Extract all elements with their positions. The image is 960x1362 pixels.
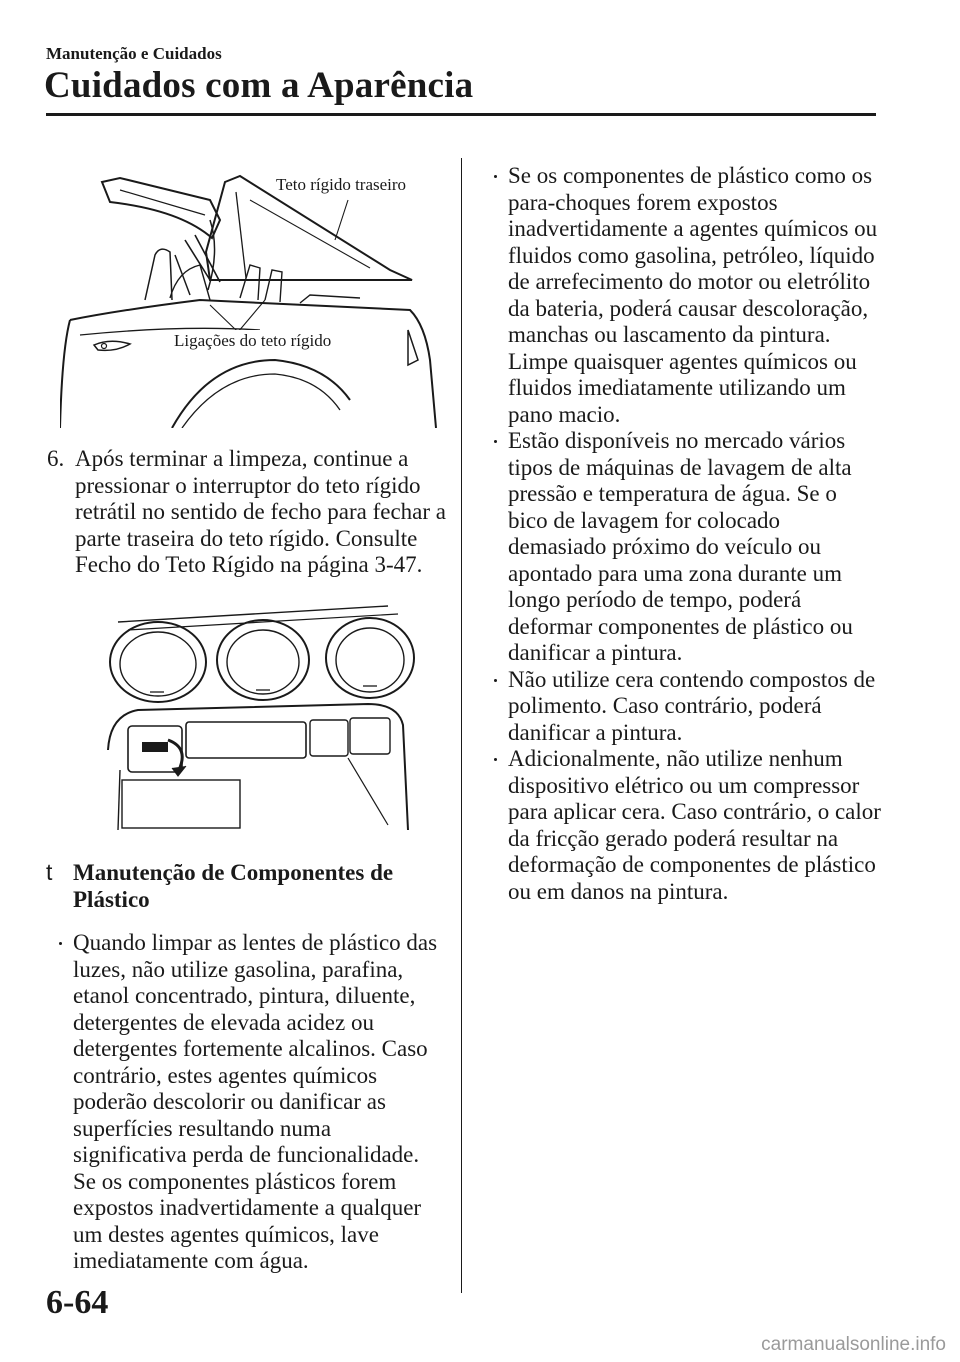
list-item [490,746,882,905]
bullet-dot [494,440,497,443]
bullet-dot [59,942,62,945]
column-divider [461,158,462,1293]
step-6 [47,446,447,579]
bullet-text: Quando limpar as lentes de plástico das luzes, não utilize gasolina, parafina, etanol concentrado, pintura, diluente, detergentes de elevada acidez ou detergentes fortemente alcalinos. Caso contrário, estes agentes químicos poderão descolorir ou danificar as superfícies resultando numa significativa perda de funcionalidade. Se os componentes plásticos forem expostos inadvertidamente a qualquer um destes agentes químicos, lave imediatamente com água. [73,930,438,1273]
bullet-dot [494,758,497,761]
bullet-text: Se os componentes de plástico como os para-choques forem expostos inadvertidamente a agentes químicos ou fluidos como gasolina, petróleo, líquido de arrefecimento do motor ou eletrólito da bateria, poderá causar descoloração, manchas ou lascamento da pintura. Limpe quaisquer agentes químicos ou fluidos imediatamente utilizando um pano macio. [508,163,878,427]
list-item [490,163,882,428]
section-label: Manutenção e Cuidados [46,44,222,63]
label-rear-hardtop: Teto rígido traseiro [276,175,407,194]
dashboard-illustration [98,600,418,830]
watermark: carmanualsonline.info [761,1334,946,1355]
section-heading [46,859,446,913]
list-item [55,930,445,1275]
heading-text: Manutenção de Componentes de Plástico [73,860,394,912]
bullet-dot [494,175,497,178]
bullet-text: Estão disponíveis no mercado vários tipos de máquinas de lavagem de alta pressão e temperatura de água. Se o bico de lavagem for colocado demasiado próximo do veículo ou apontado para uma zona durante um longo período de tempo, poderá deformar componentes de plástico ou danificar a pintura. [508,428,853,665]
hardtop-illustration [60,160,445,428]
list-item [490,428,882,667]
left-bullet-list [55,930,445,1275]
title-rule [46,113,876,116]
bullet-text: Não utilize cera contendo compostos de polimento. Caso contrário, poderá danificar a pintura. [508,666,876,745]
page-number: 6-64 [46,1284,109,1321]
heading-marker: t [46,859,53,885]
right-bullet-list [490,163,882,905]
step-number: 6. [47,446,65,471]
step-text: Após terminar a limpeza, continue a pressionar o interruptor do teto rígido retrátil no sentido de fecho para fechar a parte traseira do teto rígido. Consulte Fecho do Teto Rígido na página 3-47. [75,446,446,577]
label-hardtop-links: Ligações do teto rígido [174,331,332,350]
bullet-text: Adicionalmente, não utilize nenhum dispositivo elétrico ou um compressor para aplicar cera. Caso contrário, o calor da fricção gerado poderá resultar na deformação de componentes de plástico ou em danos na pintura. [508,746,881,904]
bullet-dot [494,679,497,682]
page-title: Cuidados com a Aparência [44,65,474,106]
list-item [490,667,882,747]
